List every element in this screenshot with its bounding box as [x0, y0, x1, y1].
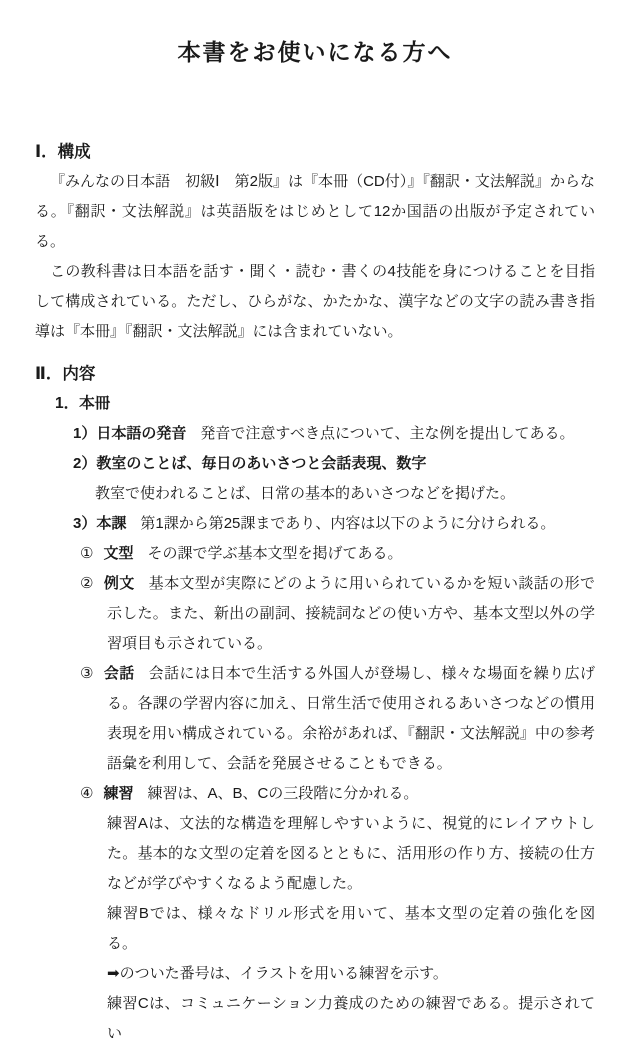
composition-paragraph-2: この教科書は日本語を話す・聞く・読む・書くの4技能を身につけることを目指して構成されている。ただし、ひらがな、かたかな、漢字などの文字の読み書き指導は『本冊』『翻訳・文法解説』には含まれていない。 [35, 263, 595, 340]
circled-number-1: ① [80, 545, 94, 562]
circled-number-3: ③ [80, 665, 94, 682]
sub-item-sentence-patterns [35, 539, 595, 569]
list-item-label: 日本語の発音 [96, 425, 187, 442]
section-composition-heading: Ⅰ．構成 [35, 143, 91, 161]
list-item-main-lessons [35, 509, 595, 539]
sub-item-text: その課で学ぶ基本文型を掲げてある。 [147, 545, 403, 562]
page-title: 本書をお使いになる方へ [177, 39, 453, 65]
arrow-note-line: ➡のついた番号は、イラストを用いる練習を示す。 [107, 965, 448, 982]
list-item-text: 発音で注意すべき点について、主な例を提出してある。 [200, 425, 575, 442]
composition-paragraph-1: 『みんなの日本語 初級Ⅰ 第2版』は『本冊（CD付）』『翻訳・文法解説』からなる。『翻訳・文法解説』は英語版をはじめとして12か国語の出版が予定されている。 [35, 173, 595, 250]
list-item-number: 1） [73, 425, 97, 442]
list-item-text: 第1課から第25課まであり、内容は以下のように分けられる。 [140, 515, 556, 532]
sub-item-label: 練習 [103, 785, 134, 802]
list-item-number: 2） [73, 455, 97, 472]
section-contents [35, 359, 595, 1049]
sub-item-text: 練習は、A、B、Cの三段階に分かれる。 [147, 785, 419, 802]
sub-item-text: 会話には日本で生活する外国人が登場し、様々な場面を繰り広げる。各課の学習内容に加え、日常生活で使用されるあいさつなどの慣用表現を用い構成されている。余裕があれば、『翻訳・文法解説』中の参考語彙を利用して、会話を発展させることもできる。 [107, 665, 595, 772]
sub-item-text: 基本文型が実際にどのように用いられているかを短い談話の形で示した。また、新出の副詞、接続詞などの使い方や、基本文型以外の学習項目も示されている。 [107, 575, 595, 652]
subsection-main-book-heading: 1．本冊 [55, 395, 111, 412]
circled-number-2: ② [80, 575, 94, 592]
list-item-label: 本課 [96, 515, 127, 532]
list-item-pronunciation [35, 419, 595, 449]
practice-c-paragraph: 練習Cは、コミュニケーション力養成のための練習である。提示されてい [107, 995, 595, 1042]
list-item-number: 3） [73, 515, 97, 532]
practice-a-paragraph: 練習Aは、文法的な構造を理解しやすいように、視覚的にレイアウトした。基本的な文型の定着を図るとともに、活用形の作り方、接続の仕方などが学びやすくなるよう配慮した。 [107, 815, 595, 892]
sub-item-example-sentences [35, 569, 595, 659]
practice-b-paragraph: 練習Bでは、様々なドリル形式を用いて、基本文型の定着の強化を図る。 [107, 905, 595, 952]
list-item-classroom-words [35, 449, 595, 479]
sub-item-label: 例文 [103, 575, 135, 592]
sub-item-label: 会話 [103, 665, 135, 682]
sub-item-conversation [35, 659, 595, 779]
circled-number-4: ④ [80, 785, 94, 802]
sub-item-label: 文型 [103, 545, 134, 562]
section-composition [35, 137, 595, 347]
list-item-label: 教室のことば、毎日のあいさつと会話表現、数字 [96, 455, 427, 472]
section-contents-heading: Ⅱ．内容 [35, 365, 96, 383]
list-item-classroom-words-body: 教室で使われることば、日常の基本的あいさつなどを掲げた。 [95, 485, 516, 502]
sub-item-practice [35, 779, 595, 809]
